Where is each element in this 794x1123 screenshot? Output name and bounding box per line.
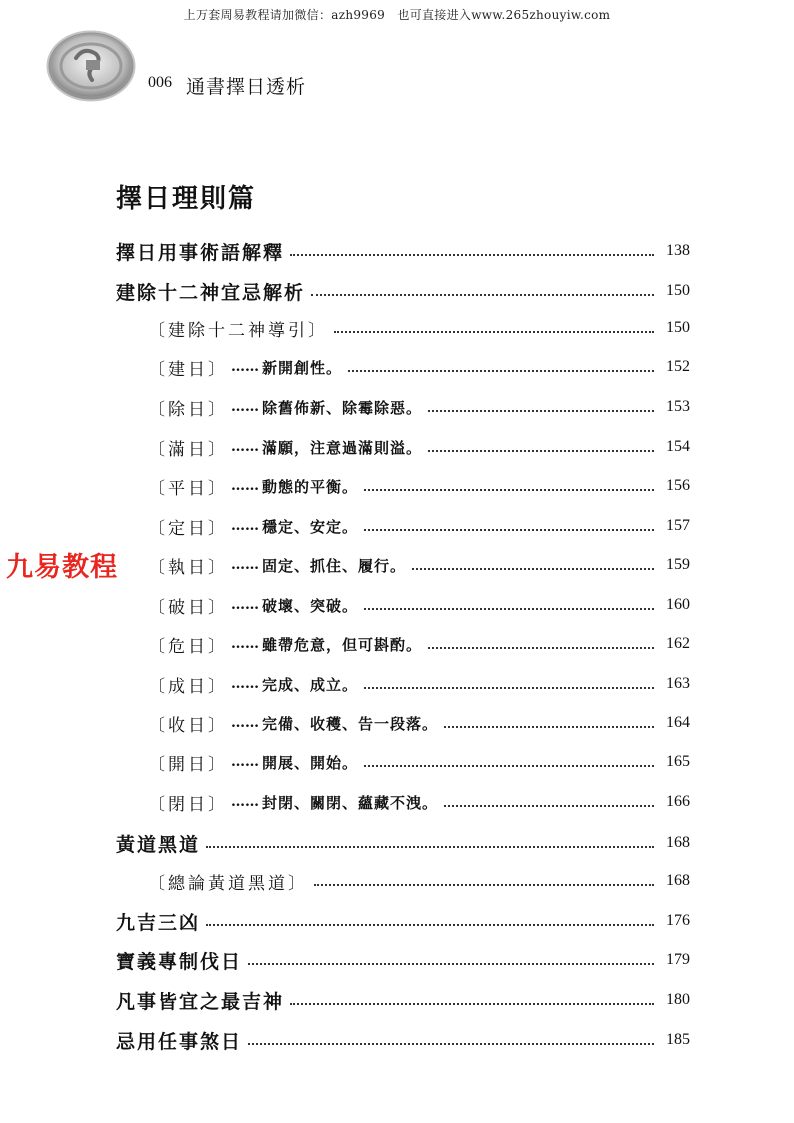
dot-leader [290, 1003, 654, 1005]
toc-entry-description: 滿願，注意過滿則溢。 [262, 438, 423, 457]
toc-entry-label: 〔建日〕 [148, 359, 228, 380]
toc-entry-label: 〔收日〕 [148, 715, 228, 736]
dot-leader [428, 450, 654, 452]
yin-yang-logo-icon [46, 30, 136, 102]
toc-entry-leader: …… [231, 359, 259, 375]
dot-leader [334, 331, 654, 333]
toc-entry-description: 雖帶危意，但可斟酌。 [262, 635, 423, 654]
toc-entry-page-number: 185 [666, 1031, 690, 1048]
dot-leader [311, 294, 654, 296]
toc-entry-leader: …… [231, 518, 259, 534]
toc-entry-leader: …… [231, 715, 259, 731]
toc-entry-page-number: 156 [666, 477, 690, 494]
dot-leader [348, 370, 654, 372]
dot-leader [444, 726, 654, 728]
dot-leader [206, 924, 654, 926]
red-watermark: 九易教程 [6, 552, 118, 583]
toc-entry-description: 完備、收穫、告一段落。 [262, 714, 439, 733]
toc-entry-page-number: 168 [666, 834, 690, 851]
toc-entry[interactable] [116, 1025, 690, 1055]
toc-entry-page-number: 150 [666, 282, 690, 299]
toc-entry-description: 完成、成立。 [262, 675, 359, 694]
toc-entry-description: 破壞、突破。 [262, 596, 359, 615]
toc-entry-label: 〔除日〕 [148, 399, 228, 420]
toc-entry[interactable] [148, 866, 690, 896]
toc-entry[interactable] [148, 590, 690, 620]
toc-entry-label: 〔平日〕 [148, 478, 228, 499]
toc-entry-page-number: 150 [666, 319, 690, 336]
book-title: 通書擇日透析 [186, 76, 307, 98]
toc-entry-leader: …… [231, 636, 259, 652]
dot-leader [206, 846, 654, 848]
toc-entry[interactable] [148, 708, 690, 738]
dot-leader [364, 765, 654, 767]
toc-entry[interactable] [148, 669, 690, 699]
toc-entry-description: 除舊佈新、除霉除惡。 [262, 398, 423, 417]
toc-entry-leader: …… [231, 478, 259, 494]
toc-entry-label: 〔危日〕 [148, 636, 228, 657]
toc-entry-label: 〔破日〕 [148, 597, 228, 618]
toc-entry[interactable] [148, 511, 690, 541]
toc-entry[interactable] [116, 906, 690, 936]
section-title: 擇日理則篇 [116, 184, 257, 214]
toc-entry-label: 〔總論黃道黑道〕 [148, 873, 308, 894]
toc-entry-description: 開展、開始。 [262, 753, 359, 772]
toc-entry-leader: …… [231, 399, 259, 415]
toc-entry-leader: …… [231, 439, 259, 455]
toc-entry-page-number: 160 [666, 596, 690, 613]
toc-entry[interactable] [148, 313, 690, 343]
toc-entry-page-number: 164 [666, 714, 690, 731]
toc-entry-page-number: 166 [666, 793, 690, 810]
dot-leader [428, 410, 654, 412]
toc-entry-page-number: 159 [666, 556, 690, 573]
toc-entry-label: 〔定日〕 [148, 518, 228, 539]
toc-entry-description: 新開創性。 [262, 358, 343, 377]
dot-leader [364, 529, 654, 531]
toc-entry-page-number: 153 [666, 398, 690, 415]
toc-entry-label: 九吉三凶 [116, 911, 201, 934]
toc-entry-label: 凡事皆宜之最吉神 [116, 990, 285, 1013]
dot-leader [248, 1043, 654, 1045]
toc-entry-label: 〔開日〕 [148, 754, 228, 775]
toc-entry-page-number: 180 [666, 991, 690, 1008]
dot-leader [364, 608, 654, 610]
dot-leader [364, 489, 654, 491]
toc-entry-page-number: 179 [666, 951, 690, 968]
dot-leader [428, 647, 654, 649]
toc-entry[interactable] [116, 828, 690, 858]
toc-entry-description: 動態的平衡。 [262, 477, 359, 496]
page-number: 006 [148, 74, 172, 91]
toc-entry[interactable] [148, 747, 690, 777]
dot-leader [444, 805, 654, 807]
dot-leader [314, 884, 654, 886]
toc-entry-label: 擇日用事術語解釋 [116, 241, 285, 264]
dot-leader [364, 687, 654, 689]
toc-entry-page-number: 168 [666, 872, 690, 889]
toc-entry[interactable] [148, 352, 690, 382]
toc-entry-page-number: 163 [666, 675, 690, 692]
dot-leader [412, 568, 654, 570]
toc-entry-page-number: 165 [666, 753, 690, 770]
toc-entry-label: 忌用任事煞日 [116, 1030, 243, 1053]
watermark-banner: 上万套周易教程请加微信：azh9969 也可直接进入www.265zhouyiw.com [183, 8, 611, 22]
toc-entry-page-number: 152 [666, 358, 690, 375]
toc-entry-leader: …… [231, 597, 259, 613]
toc-entry[interactable] [116, 276, 690, 306]
toc-entry[interactable] [116, 945, 690, 975]
toc-entry-label: 〔執日〕 [148, 557, 228, 578]
toc-entry[interactable] [116, 985, 690, 1015]
toc-entry[interactable] [148, 550, 690, 580]
toc-entry-label: 黃道黑道 [116, 833, 201, 856]
toc-entry-label: 建除十二神宜忌解析 [116, 281, 306, 304]
toc-entry-description: 固定、抓住、履行。 [262, 556, 407, 575]
dot-leader [290, 254, 654, 256]
toc-entry-page-number: 138 [666, 242, 690, 259]
toc-entry[interactable] [116, 236, 690, 266]
toc-entry[interactable] [148, 471, 690, 501]
toc-entry[interactable] [148, 787, 690, 817]
toc-entry[interactable] [148, 629, 690, 659]
toc-entry-leader: …… [231, 676, 259, 692]
toc-entry[interactable] [148, 432, 690, 462]
toc-entry-label: 〔滿日〕 [148, 439, 228, 460]
toc-entry-page-number: 157 [666, 517, 690, 534]
toc-entry-label: 寶義專制伐日 [116, 950, 243, 973]
toc-entry-description: 穩定、安定。 [262, 517, 359, 536]
toc-entry-label: 〔閉日〕 [148, 794, 228, 815]
toc-entry-label: 〔成日〕 [148, 676, 228, 697]
toc-entry-leader: …… [231, 794, 259, 810]
toc-entry-page-number: 154 [666, 438, 690, 455]
toc-entry-leader: …… [231, 754, 259, 770]
toc-entry-description: 封閉、關閉、蘊藏不洩。 [262, 793, 439, 812]
toc-entry-page-number: 162 [666, 635, 690, 652]
toc-entry[interactable] [148, 392, 690, 422]
toc-entry-label: 〔建除十二神導引〕 [148, 320, 328, 341]
toc-entry-leader: …… [231, 557, 259, 573]
toc-entry-page-number: 176 [666, 912, 690, 929]
dot-leader [248, 963, 654, 965]
